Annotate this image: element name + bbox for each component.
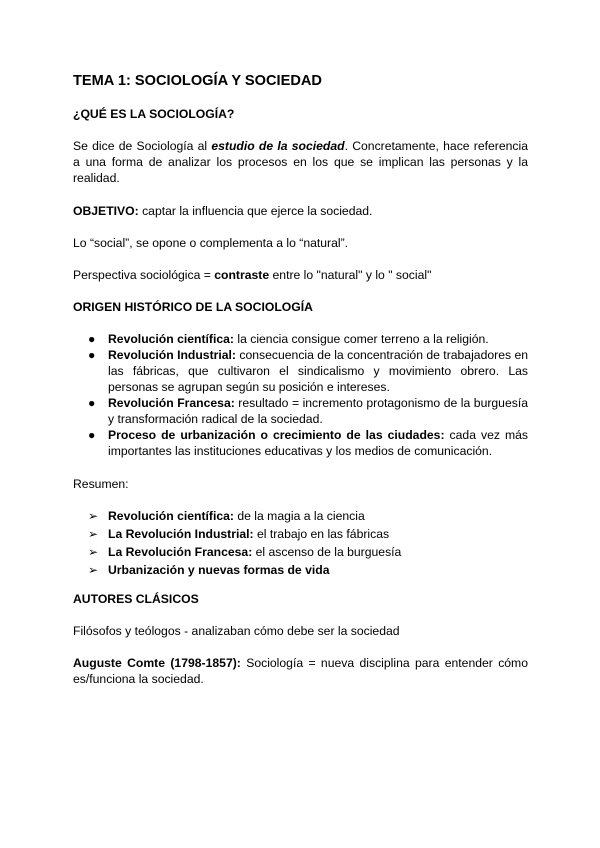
bullet-icon: ● [88, 332, 96, 346]
objective-paragraph [73, 203, 528, 219]
list-item [73, 427, 528, 459]
bullet-icon: ● [88, 348, 96, 362]
perspective-paragraph [73, 267, 528, 283]
resumen-label: Resumen: [73, 477, 129, 491]
definition-text-c: . Concretamente, hace referencia a una forma de analizar los procesos en los que se implican las personas y la realidad. [73, 139, 528, 185]
list-item [73, 507, 528, 525]
summary-text: de la magia a la ciencia [233, 509, 365, 523]
item-label: Revolución Industrial: [108, 348, 236, 362]
summary-text: el trabajo en las fábricas [253, 527, 390, 541]
origin-bullet-list [73, 331, 528, 459]
arrow-bullet-icon: ➢ [88, 527, 99, 541]
arrow-bullet-icon: ➢ [88, 563, 99, 577]
summary-label: Revolución científica: [108, 509, 234, 523]
list-item [73, 331, 528, 347]
philosophers-paragraph: Filósofos y teólogos - analizaban cómo debe ser la sociedad [73, 624, 400, 638]
summary-label: La Revolución Industrial: [108, 527, 254, 541]
comte-text: Sociología = nueva disciplina para entender cómo es/funciona la sociedad. [73, 656, 528, 686]
perspective-text-a: Perspectiva sociológica = [73, 268, 215, 282]
list-item [73, 561, 528, 579]
item-label: Revolución científica: [108, 332, 234, 346]
item-label: Proceso de urbanización o crecimiento de las ciudades: [108, 428, 445, 442]
perspective-emphasis: contraste [214, 268, 270, 282]
definition-text-a: Se dice de Sociología al [73, 139, 212, 153]
definition-emphasis: estudio de la sociedad [211, 139, 345, 153]
comte-label: Auguste Comte (1798-1857): [73, 656, 241, 670]
item-text: la ciencia consigue comer terreno a la religión. [233, 332, 489, 346]
section-heading-autores: AUTORES CLÁSICOS [73, 592, 199, 606]
item-text: consecuencia de la concentración de trabajadores en las fábricas, que cultivaron el sindicalismo y movimiento obrero. Las personas se agrupan según su posición e intereses. [108, 348, 529, 394]
definition-paragraph [73, 138, 528, 186]
comte-paragraph [73, 655, 528, 687]
list-item [73, 395, 528, 427]
list-item [73, 347, 528, 395]
section-heading-origen: ORIGEN HISTÓRICO DE LA SOCIOLOGÍA [73, 300, 313, 314]
item-text: resultado = incremento protagonismo de la burguesía y transformación radical de la sociedad. [108, 396, 528, 426]
item-text: cada vez más importantes las instituciones educativas y los medios de comunicación. [108, 428, 529, 458]
item-label: Revolución Francesa: [108, 396, 235, 410]
objective-text: captar la influencia que ejerce la sociedad. [138, 204, 373, 218]
summary-arrow-list [73, 507, 528, 579]
arrow-bullet-icon: ➢ [88, 545, 99, 559]
list-item [73, 543, 528, 561]
social-paragraph: Lo “social”, se opone o complementa a lo “natural”. [73, 236, 349, 250]
bullet-icon: ● [88, 396, 96, 410]
summary-text: el ascenso de la burguesía [252, 545, 402, 559]
objective-label: OBJETIVO: [73, 204, 139, 218]
document-title: TEMA 1: SOCIOLOGÍA Y SOCIEDAD [73, 73, 322, 89]
arrow-bullet-icon: ➢ [88, 509, 99, 523]
list-item [73, 525, 528, 543]
perspective-text-c: entre lo "natural" y lo " social" [269, 268, 432, 282]
section-heading-que-es: ¿QUÉ ES LA SOCIOLOGÍA? [73, 107, 235, 121]
bullet-icon: ● [88, 428, 96, 442]
summary-label: La Revolución Francesa: [108, 545, 253, 559]
summary-label: Urbanización y nuevas formas de vida [108, 563, 330, 577]
